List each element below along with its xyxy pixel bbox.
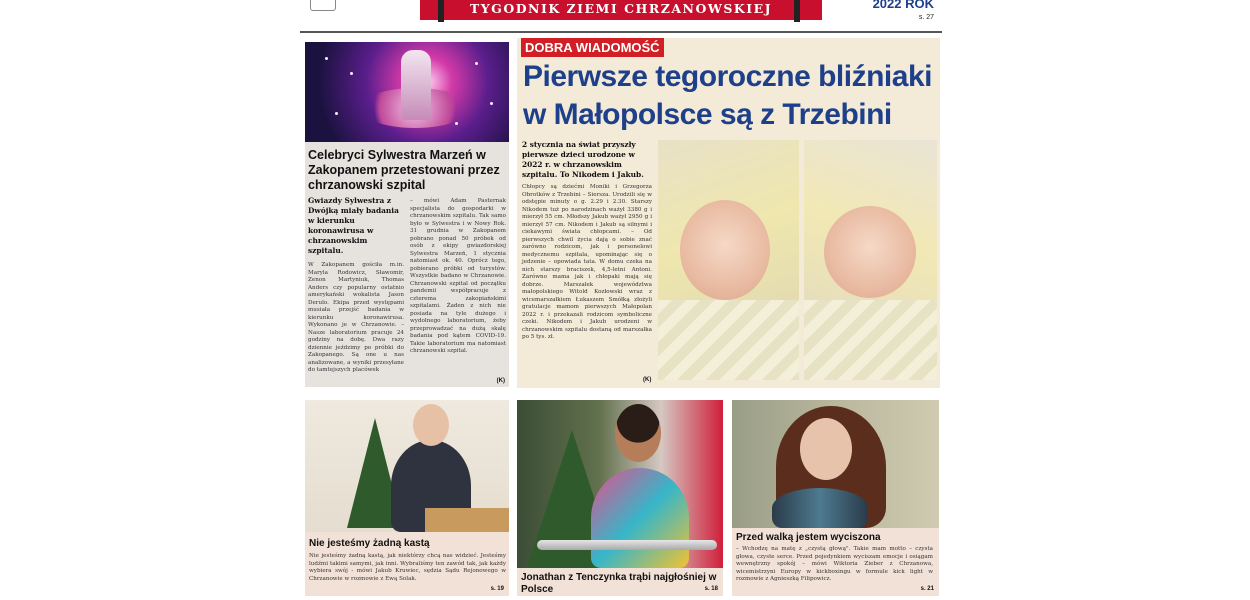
teaser-judge[interactable] (305, 400, 509, 596)
article-twins[interactable] (517, 38, 940, 388)
banner-letter-stroke-left (438, 0, 444, 22)
article-celebrities[interactable] (305, 42, 509, 387)
article-lead: 2 stycznia na świat przyszły pierwsze dzieci urodzone w 2022 r. w chrzanowskim szpitalu. To Nikodem i Jakub. (522, 140, 644, 179)
teaser-text: – Wchodzę na matę z „czystą głową". Takie mam motto – czysta głowa, czyste serce. Przed pojedynkiem wyciszam emocje i osiągam wewnętrzny spokój – mówi Wiktoria Zieber z Chrzanowa, wicemistrzyni Europy w kickboxingu w formule kick light w rozmowie z Agnieszką Filipowicz. (736, 546, 933, 582)
baby-jakub-photo (804, 140, 937, 380)
article-body-column-2: – mówi Adam Pasternak specjalista do gospodarki w chrzanowskim szpitalu. Tak samo było w Sylwestra i w Nowy Rok. 31 grudnia w Zakopanem pobrano ponad 50 próbek od osób z ekipy gwiazdorskiej Sylwestra Marzeń, 1 stycznia natomiast ok. 40. Oprócz tego, pobierano próbki od turystów. Wszystkie badano w Chrzanowie. Chrzanowski szpital od początku pandemii współpracuje z czterema zakopiańskimi szpitalami. Żaden z nich nie posiada na tyle dużego i wydolnego laboratorium, żeby przeprowadzać na dużą skalę badania pod kątem COVID-19. Takie laboratorium ma natomiast chrzanowski szpital. (410, 198, 506, 354)
masthead-year: 2022 ROK (872, 0, 934, 11)
kickboxer-photo (732, 400, 939, 528)
masthead (300, 0, 942, 30)
masthead-tagline: TYGODNIK ZIEMI CHRZANOWSKIEJ (469, 1, 773, 16)
teaser-text: Nie jesteśmy żadną kastą, jak niektórzy chcą nas widzieć. Jesteśmy ludźmi takimi samymi, jak inni. Wybraliśmy ten zawód tak, jak każdy wybiera swój - mówi Jakub Kruwiec, sędzia Sądu Rejonowego w Chrzanowie w rozmowie z Ewą Solak. (309, 553, 506, 582)
teaser-kickboxer[interactable] (732, 400, 939, 596)
teaser-page-ref: s. 19 (490, 586, 504, 592)
judge-photo (305, 400, 509, 532)
section-tag: DOBRA WIADOMOŚĆ (521, 38, 664, 57)
trumpeter-photo (517, 400, 723, 568)
teaser-page-ref: s. 18 (704, 586, 718, 592)
teaser-caption: Przed walką jestem wyciszona (736, 532, 881, 543)
banner-letter-stroke-right (794, 0, 800, 22)
teaser-caption: Jonathan z Tenczynka trąbi najgłośniej w Polsce (521, 572, 717, 595)
masthead-divider (300, 31, 942, 33)
author-signature: (K) (496, 378, 505, 384)
teaser-trumpeter[interactable] (517, 400, 723, 596)
author-signature: (K) (643, 377, 652, 383)
singer-stage-photo (305, 42, 509, 142)
masthead-banner (420, 0, 822, 20)
article-body-column-1: W Zakopanem gościła m.in. Maryla Rodowicz, Sławomir, Zenon Martyniuk, Thomas Anders czy popularny ostatnio amerykański wokalista Jason Derulo. Ekipa przed występami musiała przejść badania w kierunku koronawirusa. Wykonano je w Chrzanowie. – Nasze laboratorium pracuje 24 godziny na dobę. Dwa razy dziennie jeździmy po próbki do Zakopanego. Są one u nas analizowane, a wyniki przesyłane do tamtejszych placówek (308, 262, 404, 373)
teaser-caption: Nie jesteśmy żadną kastą (309, 538, 430, 549)
article-lead: Gwiazdy Sylwestra z Dwójką miały badania w kierunku koronawirusa w chrzanowskim szpitalu. (308, 196, 399, 255)
masthead-page-ref: s. 27 (918, 14, 934, 21)
teaser-page-ref: s. 21 (920, 586, 934, 592)
article-body: Chłopcy są dziećmi Moniki i Grzegorza Obrotków z Trzebini – Siersza. Urodzili się w odstępie minuty o g. 2.29 i 2.30. Starszy Nikodem tuż po narodzinach ważył 3380 g i mierzył 55 cm. Młodszy Jakub ważył 2950 g i mierzył 57 cm. Nikodem i Jakub są silnymi i ciekawymi świata chłopcami. – Od pierwszych chwil życia dają o sobie znać zarówno rodzicom, jak i personelowi medycznemu szpitala, upominając się o jedzenie – opowiada tata. W domu czeka na nich starszy braciszek, 4,5-letni Antoni. Zarówno mama jak i chłopaki mają się dobrze. Marszałek województwa małopolskiego Witold Kozłowski wraz z wicemarszałkiem Łukaszem Smółką złożyli gratulacje mamom pierwszych Małopolan 2022 r. i przekazali rodzicom symboliczne czeki. Nikodem i Jakub urodzeni w chrzanowskim szpitalu dostaną od marszałka po 5 tys. zł. (522, 184, 652, 340)
menu-tab-icon (310, 0, 336, 11)
article-headline: Celebryci Sylwestra Marzeń w Zakopanem przetestowani przez chrzanowski szpital (308, 148, 500, 192)
baby-nikodem-photo (658, 140, 799, 380)
article-headline: Pierwsze tegoroczne bliźniaki w Małopolsce są z Trzebini (523, 60, 932, 131)
